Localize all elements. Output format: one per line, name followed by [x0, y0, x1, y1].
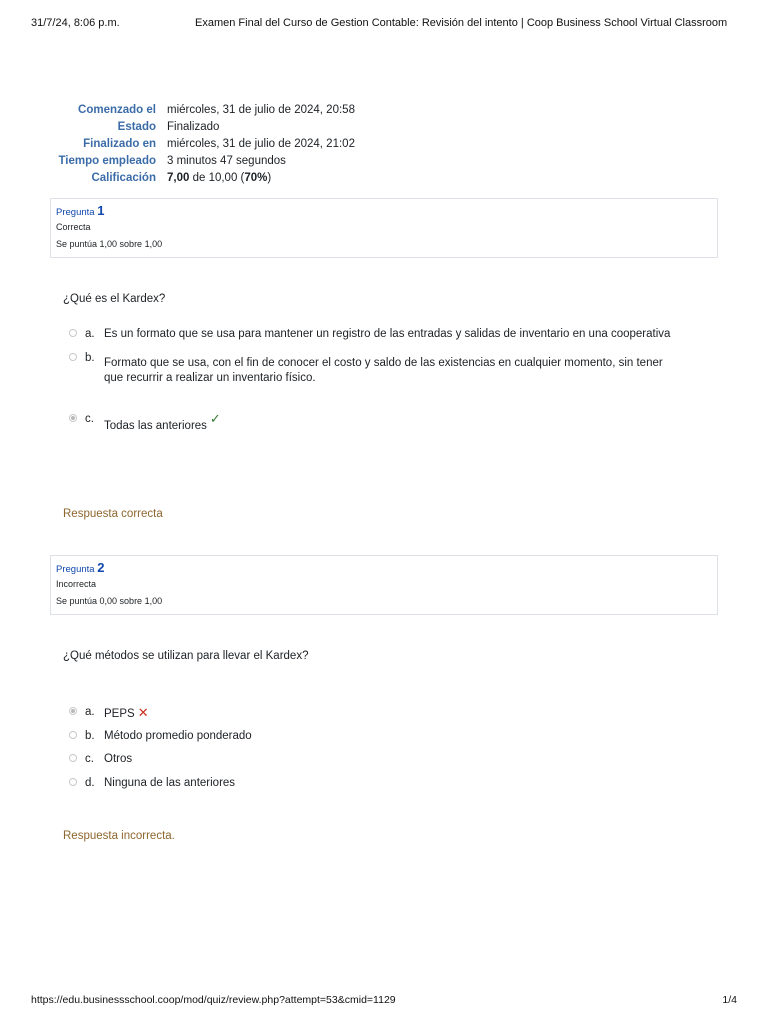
option-text: Todas las anteriores — [104, 420, 207, 432]
print-page-title: Examen Final del Curso de Gestion Contable: Revisión del intento | Coop Business School Virtual Classroom — [195, 17, 728, 29]
grade-of: de 10,00 ( — [189, 172, 245, 184]
radio-button[interactable] — [69, 353, 77, 361]
check-icon: ✓ — [209, 411, 221, 426]
summary-label: Finalizado en — [83, 138, 156, 150]
summary-label: Calificación — [91, 172, 156, 184]
summary-value: 3 minutos 47 segundos — [167, 155, 286, 167]
summary-row-time — [50, 153, 355, 170]
question-grade: Se puntúa 1,00 sobre 1,00 — [56, 239, 163, 249]
cross-icon: ✕ — [137, 705, 149, 720]
option-text: Ninguna de las anteriores — [104, 777, 236, 789]
question-info-2 — [50, 555, 718, 615]
summary-label: Comenzado el — [78, 104, 156, 116]
option-letter: b. — [85, 730, 95, 742]
question-grade: Se puntúa 0,00 sobre 1,00 — [56, 596, 163, 606]
summary-row-started — [50, 102, 355, 119]
question-text: ¿Qué métodos se utilizan para llevar el Kardex? — [63, 650, 309, 662]
summary-label: Tiempo empleado — [58, 155, 156, 167]
option-text: Formato que se usa, con el fin de conocer el costo y saldo de las existencias en cualquier momento, sin tener que recurrir a realizar un inventario físico. — [104, 357, 663, 384]
radio-button[interactable] — [69, 778, 77, 786]
option-text: Es un formato que se usa para mantener un registro de las entradas y salidas de inventario en una cooperativa — [104, 328, 671, 340]
summary-label: Estado — [117, 121, 156, 133]
grade-percent: 70% — [244, 172, 268, 184]
question-number: Pregunta 1 — [56, 203, 105, 218]
question-number: Pregunta 2 — [56, 560, 105, 575]
question-state: Correcta — [56, 222, 91, 232]
radio-button[interactable] — [69, 414, 77, 422]
radio-button[interactable] — [69, 754, 77, 762]
grade-score: 7,00 — [167, 172, 190, 184]
option-text: Otros — [104, 753, 133, 765]
option-text: Método promedio ponderado — [104, 730, 252, 742]
page-number: 1/4 — [722, 994, 737, 1006]
question-state: Incorrecta — [56, 579, 97, 589]
question-info-1 — [50, 198, 718, 258]
option-letter: a. — [85, 706, 95, 718]
option-letter: c. — [85, 413, 94, 425]
radio-button[interactable] — [69, 329, 77, 337]
summary-row-finished — [50, 136, 355, 153]
summary-value: miércoles, 31 de julio de 2024, 20:58 — [167, 104, 355, 116]
option-letter: b. — [85, 352, 95, 364]
summary-value: Finalizado — [167, 121, 220, 133]
option-letter: d. — [85, 777, 95, 789]
option-text: PEPS — [104, 708, 135, 720]
question-text: ¿Qué es el Kardex? — [63, 293, 166, 305]
radio-button[interactable] — [69, 707, 77, 715]
option-letter: c. — [85, 753, 94, 765]
option-letter: a. — [85, 328, 95, 340]
print-datetime: 31/7/24, 8:06 p.m. — [31, 17, 120, 29]
radio-button[interactable] — [69, 731, 77, 739]
summary-value: miércoles, 31 de julio de 2024, 21:02 — [167, 138, 355, 150]
grade-close: ) — [267, 172, 272, 184]
question-feedback: Respuesta correcta — [63, 508, 163, 520]
summary-row-grade — [50, 170, 355, 187]
attempt-summary — [50, 102, 355, 187]
summary-value — [167, 170, 271, 187]
question-feedback: Respuesta incorrecta. — [63, 830, 175, 842]
summary-row-state — [50, 119, 355, 136]
page-url[interactable]: https://edu.businessschool.coop/mod/quiz/review.php?attempt=53&cmid=1129 — [31, 994, 396, 1006]
